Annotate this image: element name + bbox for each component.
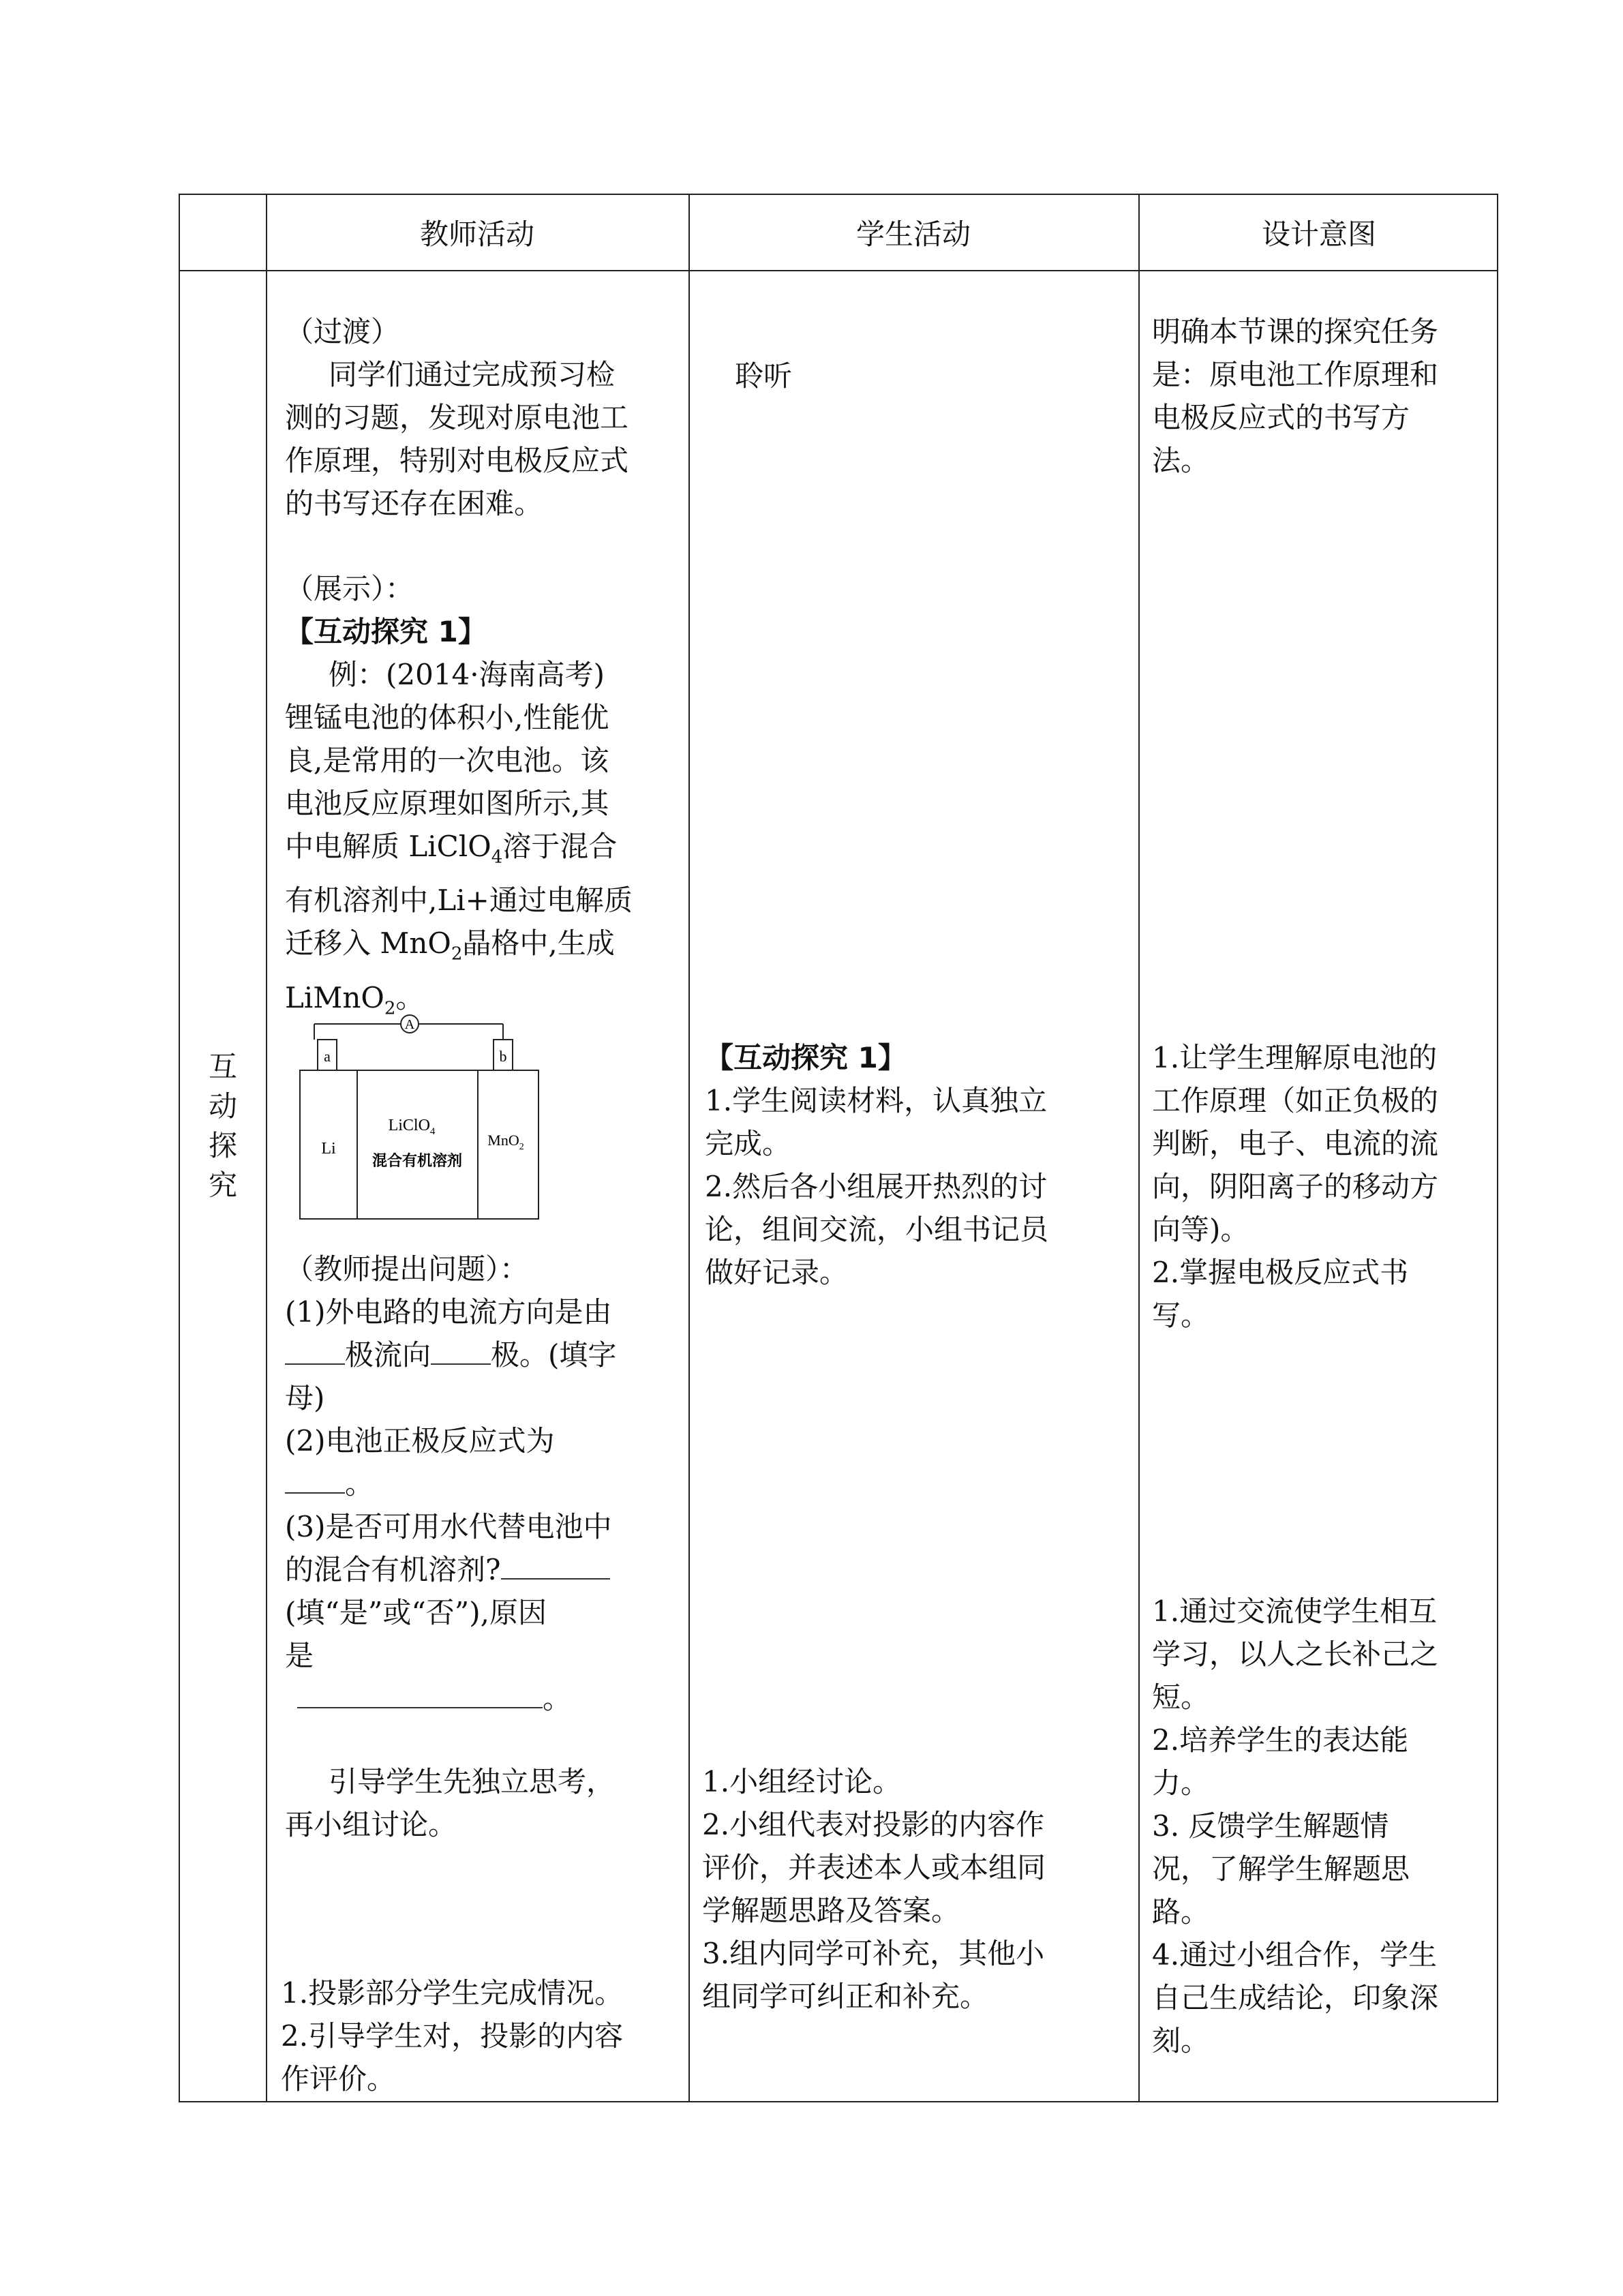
design-exchange-line: 短。 bbox=[1152, 1680, 1210, 1714]
column-divider bbox=[1138, 195, 1140, 2101]
design-goal-line: 1.让学生理解原电池的 bbox=[1152, 1041, 1438, 1074]
battery-diagram bbox=[297, 1002, 543, 1224]
question-1-end: 母) bbox=[285, 1381, 325, 1415]
material-line: 良,是常用的一次电池。该 bbox=[285, 744, 609, 777]
design-task-line: 法。 bbox=[1152, 444, 1210, 477]
teacher-guide bbox=[285, 1760, 615, 1846]
material-line: LiMnO$_2$。 bbox=[285, 980, 425, 1019]
design-goal-line: 写。 bbox=[1152, 1299, 1210, 1332]
question-1-blank-line: 极流向 极。(填字 bbox=[285, 1333, 616, 1376]
student-discussion-line: 组同学可纠正和补充。 bbox=[702, 1980, 989, 2013]
answer-blank[interactable] bbox=[501, 1551, 610, 1580]
student-discussion-line: 2.小组代表对投影的内容作 bbox=[702, 1808, 1045, 1841]
answer-blank[interactable] bbox=[431, 1336, 491, 1365]
design-exchange-line: 学习，以人之长补己之 bbox=[1152, 1637, 1439, 1671]
teacher-questions bbox=[285, 1248, 616, 1720]
teacher-show bbox=[285, 567, 633, 1030]
electrode-a-label: a bbox=[324, 1048, 331, 1065]
material-line: 电池反应原理如图所示,其 bbox=[285, 787, 609, 820]
design-goal-line: 向等)。 bbox=[1152, 1213, 1249, 1246]
design-exchange-line: 自己生成结论，印象深 bbox=[1152, 1981, 1439, 2014]
material-line: 迁移入 MnO$_2$晶格中,生成 bbox=[285, 926, 615, 965]
column-divider bbox=[688, 195, 690, 2101]
design-task-line: 电极反应式的书写方 bbox=[1152, 401, 1410, 434]
design-goal-line: 判断，电子、电流的流 bbox=[1152, 1127, 1439, 1160]
transition-line: 测的习题，发现对原电池工 bbox=[285, 401, 629, 434]
column-divider bbox=[266, 195, 267, 2101]
student-explore-line: 做好记录。 bbox=[705, 1256, 849, 1289]
answer-blank[interactable] bbox=[285, 1336, 345, 1365]
design-task bbox=[1152, 310, 1438, 482]
material-line: 中电解质 LiClO$_4$溶于混合 bbox=[285, 830, 618, 868]
student-explore-line: 论，组间交流，小组书记员 bbox=[705, 1213, 1049, 1246]
design-exchange-line: 1.通过交流使学生相互 bbox=[1152, 1595, 1438, 1628]
electrode-b-label: b bbox=[499, 1048, 507, 1065]
student-explore bbox=[705, 1036, 1048, 1294]
solvent-label: 混合有机溶剂 bbox=[371, 1153, 463, 1170]
electrolyte-label: LiClO$_4$ bbox=[388, 1117, 436, 1137]
student-discussion-line: 1.小组经讨论。 bbox=[702, 1765, 902, 1798]
student-discussion-line: 3.组内同学可补充，其他小 bbox=[702, 1937, 1045, 1970]
question-3-line: (填“是”或“否”),原因 bbox=[285, 1596, 547, 1629]
design-goal-line: 向，阴阳离子的移动方 bbox=[1152, 1170, 1439, 1203]
student-explore-line: 1.学生阅读材料，认真独立 bbox=[705, 1084, 1048, 1117]
header-student-activity: 学生活动 bbox=[855, 217, 971, 251]
header-design-intent: 设计意图 bbox=[1261, 217, 1376, 251]
explore-title: 【互动探究 1】 bbox=[285, 615, 487, 648]
question-3-line: 的混合有机溶剂? bbox=[285, 1548, 616, 1591]
design-exchange-line: 路。 bbox=[1152, 1895, 1210, 1929]
design-exchange-line: 2.培养学生的表达能 bbox=[1152, 1723, 1409, 1757]
cathode-label: MnO$_2$ bbox=[487, 1132, 524, 1152]
design-task-line: 是：原电池工作原理和 bbox=[1152, 358, 1439, 391]
question-3-line: 是 bbox=[285, 1639, 314, 1672]
transition-line: 同学们通过完成预习检 bbox=[329, 358, 616, 391]
student-explore-line: 完成。 bbox=[705, 1127, 791, 1160]
show-title: （展示）： bbox=[285, 572, 414, 605]
guide-line: 再小组讨论。 bbox=[285, 1808, 457, 1841]
transition-title: （过渡） bbox=[285, 315, 400, 348]
transition-line: 的书写还存在困难。 bbox=[285, 487, 543, 520]
design-exchange-line: 力。 bbox=[1152, 1766, 1210, 1800]
answer-blank[interactable] bbox=[285, 1465, 345, 1494]
student-discussion bbox=[702, 1760, 1046, 2018]
example-line: 例：(2014·海南高考) bbox=[329, 658, 605, 691]
design-exchange-line: 况，了解学生解题思 bbox=[1152, 1852, 1410, 1886]
ammeter-label: A bbox=[404, 1017, 415, 1032]
design-goal-line: 工作原理（如正负极的 bbox=[1152, 1084, 1439, 1117]
student-explore-line: 2.然后各小组展开热烈的讨 bbox=[705, 1170, 1048, 1203]
teacher-transition bbox=[285, 310, 628, 525]
design-exchange-line: 4.通过小组合作，学生 bbox=[1152, 1938, 1438, 1972]
question-1: (1)外电路的电流方向是由 bbox=[285, 1295, 612, 1329]
projection-line: 2.引导学生对，投影的内容 bbox=[281, 2019, 624, 2053]
student-explore-title: 【互动探究 1】 bbox=[705, 1041, 907, 1074]
projection-line: 作评价。 bbox=[281, 2062, 396, 2096]
header-divider bbox=[180, 270, 1497, 271]
design-exchange bbox=[1152, 1590, 1438, 2062]
teacher-projection bbox=[281, 1972, 623, 2100]
guide-line: 引导学生先独立思考， bbox=[329, 1765, 616, 1798]
student-discussion-line: 评价，并表述本人或本组同 bbox=[702, 1851, 1046, 1884]
student-discussion-line: 学解题思路及答案。 bbox=[702, 1894, 960, 1927]
question-3-blank-line: 。 bbox=[285, 1677, 616, 1720]
material-line: 锂锰电池的体积小,性能优 bbox=[285, 701, 609, 734]
question-3: (3)是否可用水代替电池中 bbox=[285, 1510, 612, 1543]
header-teacher-activity: 教师活动 bbox=[419, 217, 534, 251]
student-listen: 聆听 bbox=[735, 359, 793, 393]
design-exchange-line: 3. 反馈学生解题情 bbox=[1152, 1809, 1389, 1843]
row-label-interactive-exploration: 互 动 探 究 bbox=[208, 1050, 237, 1202]
design-goal bbox=[1152, 1036, 1438, 1337]
design-task-line: 明确本节课的探究任务 bbox=[1152, 315, 1439, 348]
design-exchange-line: 刻。 bbox=[1152, 2024, 1210, 2057]
question-2: (2)电池正极反应式为 bbox=[285, 1424, 555, 1457]
question-title: （教师提出问题）： bbox=[285, 1252, 529, 1286]
design-goal-line: 2.掌握电极反应式书 bbox=[1152, 1256, 1409, 1289]
question-2-blank-line: 。 bbox=[285, 1462, 616, 1505]
material-line: 有机溶剂中,Li+通过电解质 bbox=[285, 883, 633, 918]
answer-blank[interactable] bbox=[297, 1680, 543, 1708]
transition-line: 作原理，特别对电极反应式 bbox=[285, 444, 629, 477]
anode-li-label: Li bbox=[321, 1140, 336, 1158]
projection-line: 1.投影部分学生完成情况。 bbox=[281, 1976, 624, 2010]
